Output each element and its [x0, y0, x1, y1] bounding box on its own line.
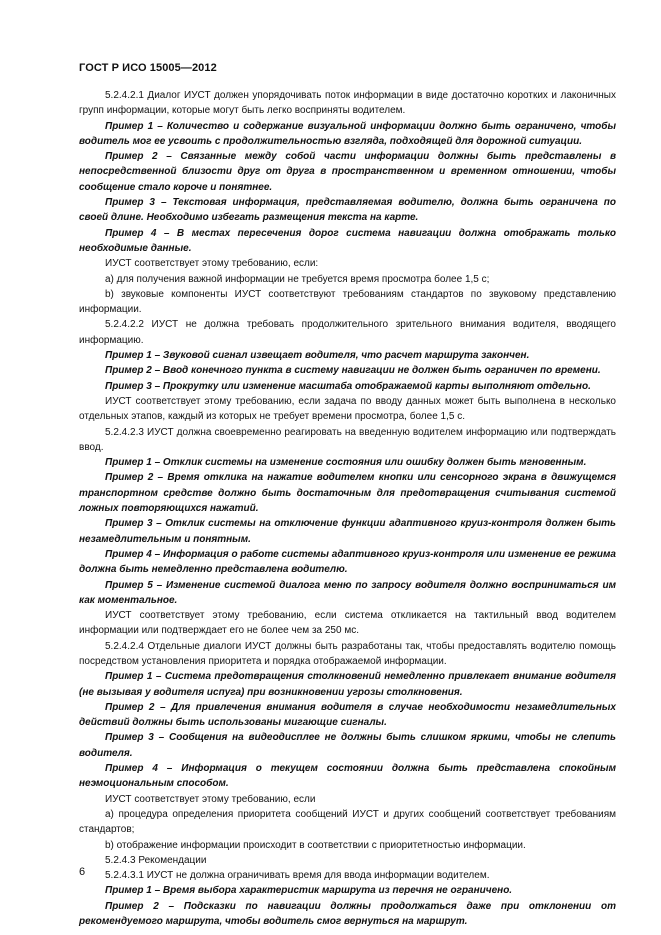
page-body — [79, 88, 616, 929]
example-paragraph: Пример 4 – В местах пересечения дорог система навигации должна отображать только необходимые данные. — [79, 227, 616, 254]
example-paragraph: Пример 1 – Система предотвращения столкновений немедленно привлекает внимание водителя (не вызывая у водителя испуга) при возникновении угрозы столкновения. — [79, 671, 616, 698]
example-paragraph: Пример 1 – Время выбора характеристик маршрута из перечня не ограничено. — [105, 885, 513, 897]
example-paragraph: Пример 2 – Для привлечения внимания водителя в случае необходимости незамедлительных действий должны быть использованы мигающие сигналы. — [79, 701, 616, 729]
example-paragraph: Пример 2 – Ввод конечного пункта в систему навигации не должен быть ограничен по времени. — [105, 365, 601, 377]
body-paragraph: 5.2.4.2.4 Отдельные диалоги ИУСТ должны быть разработаны так, чтобы предоставлять водителю помощь посредством установления приоритета и порядка отображаемой информации. — [79, 640, 616, 667]
document-header: ГОСТ Р ИСО 15005—2012 — [79, 62, 217, 74]
example-paragraph: Пример 4 – Информация о работе системы адаптивного круиз-контроля или изменение ее режима должна быть немедленно представлена водителю. — [79, 548, 616, 576]
example-paragraph: Пример 3 – Прокрутку или изменение масштаба отображаемой карты выполняют отдельно. — [105, 380, 591, 392]
example-paragraph: Пример 3 – Отклик системы на отключение функции адаптивного круиз-контроля должен быть незамедлительным и понятным. — [79, 518, 616, 545]
example-paragraph: Пример 2 – Подсказки по навигации должны продолжаться даже при отклонении от рекомендуемого маршрута, чтобы водитель смог вернуться на маршрут. — [79, 900, 616, 928]
body-paragraph: 5.2.4.2.1 Диалог ИУСТ должен упорядочивать поток информации в виде достаточно коротких и лаконичных групп информации, которые могут быть легко восприняты водителем. — [79, 90, 616, 117]
body-paragraph: b) отображение информации происходит в соответствии с приоритетностью информации. — [105, 839, 526, 851]
body-paragraph: ИУСТ соответствует этому требованию, если система откликается на тактильный ввод водителем информации или подтверждает его не более чем за 250 мс. — [79, 610, 616, 637]
body-paragraph: а) процедура определения приоритета сообщений ИУСТ и других сообщений соответствует требованиям стандартов; — [79, 808, 616, 836]
body-paragraph: ИУСТ соответствует этому требованию, если — [105, 793, 316, 805]
example-paragraph: Пример 3 – Сообщения на видеодисплее не должны быть слишком яркими, чтобы не слепить водителя. — [79, 732, 616, 759]
example-paragraph: Пример 4 – Информация о текущем состоянии должна быть представлена спокойным неэмоциональным способом. — [79, 763, 616, 790]
example-paragraph: Пример 1 – Звуковой сигнал извещает водителя, что расчет маршрута закончен. — [105, 350, 530, 362]
body-paragraph: 5.2.4.2.2 ИУСТ не должна требовать продолжительного зрительного внимания водителя, вводящего информацию. — [79, 319, 616, 346]
body-paragraph: 5.2.4.3 Рекомендации — [105, 854, 207, 866]
example-paragraph: Пример 2 – Связанные между собой части информации должны быть представлены в непосредственной близости друг от друга в пространственном и временном отношении, чтобы сообщение стало короче и понятнее. — [79, 151, 616, 193]
body-paragraph: ИУСТ соответствует этому требованию, если задача по вводу данных может быть выполнена в несколько отдельных этапов, каждый из которых не требует времени просмотра, более 1,5 с. — [79, 395, 616, 423]
body-paragraph: b) звуковые компоненты ИУСТ соответствуют требованиям стандартов по звуковому представлению информации. — [79, 288, 616, 316]
body-paragraph: 5.2.4.2.3 ИУСТ должна своевременно реагировать на введенную водителем информацию или подтверждать ввод. — [79, 426, 616, 453]
body-paragraph: а) для получения важной информации не требуется время просмотра более 1,5 с; — [105, 273, 490, 285]
example-paragraph: Пример 1 – Количество и содержание визуальной информации должно быть ограничено, чтобы водитель мог ее усвоить с продолжительностью взгляда, подходящей для дорожной ситуации. — [79, 120, 616, 147]
example-paragraph: Пример 1 – Отклик системы на изменение состояния или ошибку должен быть мгновенным. — [105, 457, 587, 469]
example-paragraph: Пример 5 – Изменение системой диалога меню по запросу водителя должно восприниматься им как моментальное. — [79, 579, 616, 606]
page-number: 6 — [79, 866, 86, 878]
example-paragraph: Пример 3 – Текстовая информация, представляемая водителю, должна быть ограничена по своей длине. Необходимо избегать размещения текста на карте. — [79, 197, 616, 224]
body-paragraph: ИУСТ соответствует этому требованию, если: — [105, 258, 319, 270]
body-paragraph: 5.2.4.3.1 ИУСТ не должна ограничивать время для ввода информации водителем. — [105, 870, 490, 882]
example-paragraph: Пример 2 – Время отклика на нажатие водителем кнопки или сенсорного экрана в движущемся транспортном средстве должно быть достаточным для предотвращения считывания системой ложных повторяющихся нажатий. — [79, 472, 616, 515]
